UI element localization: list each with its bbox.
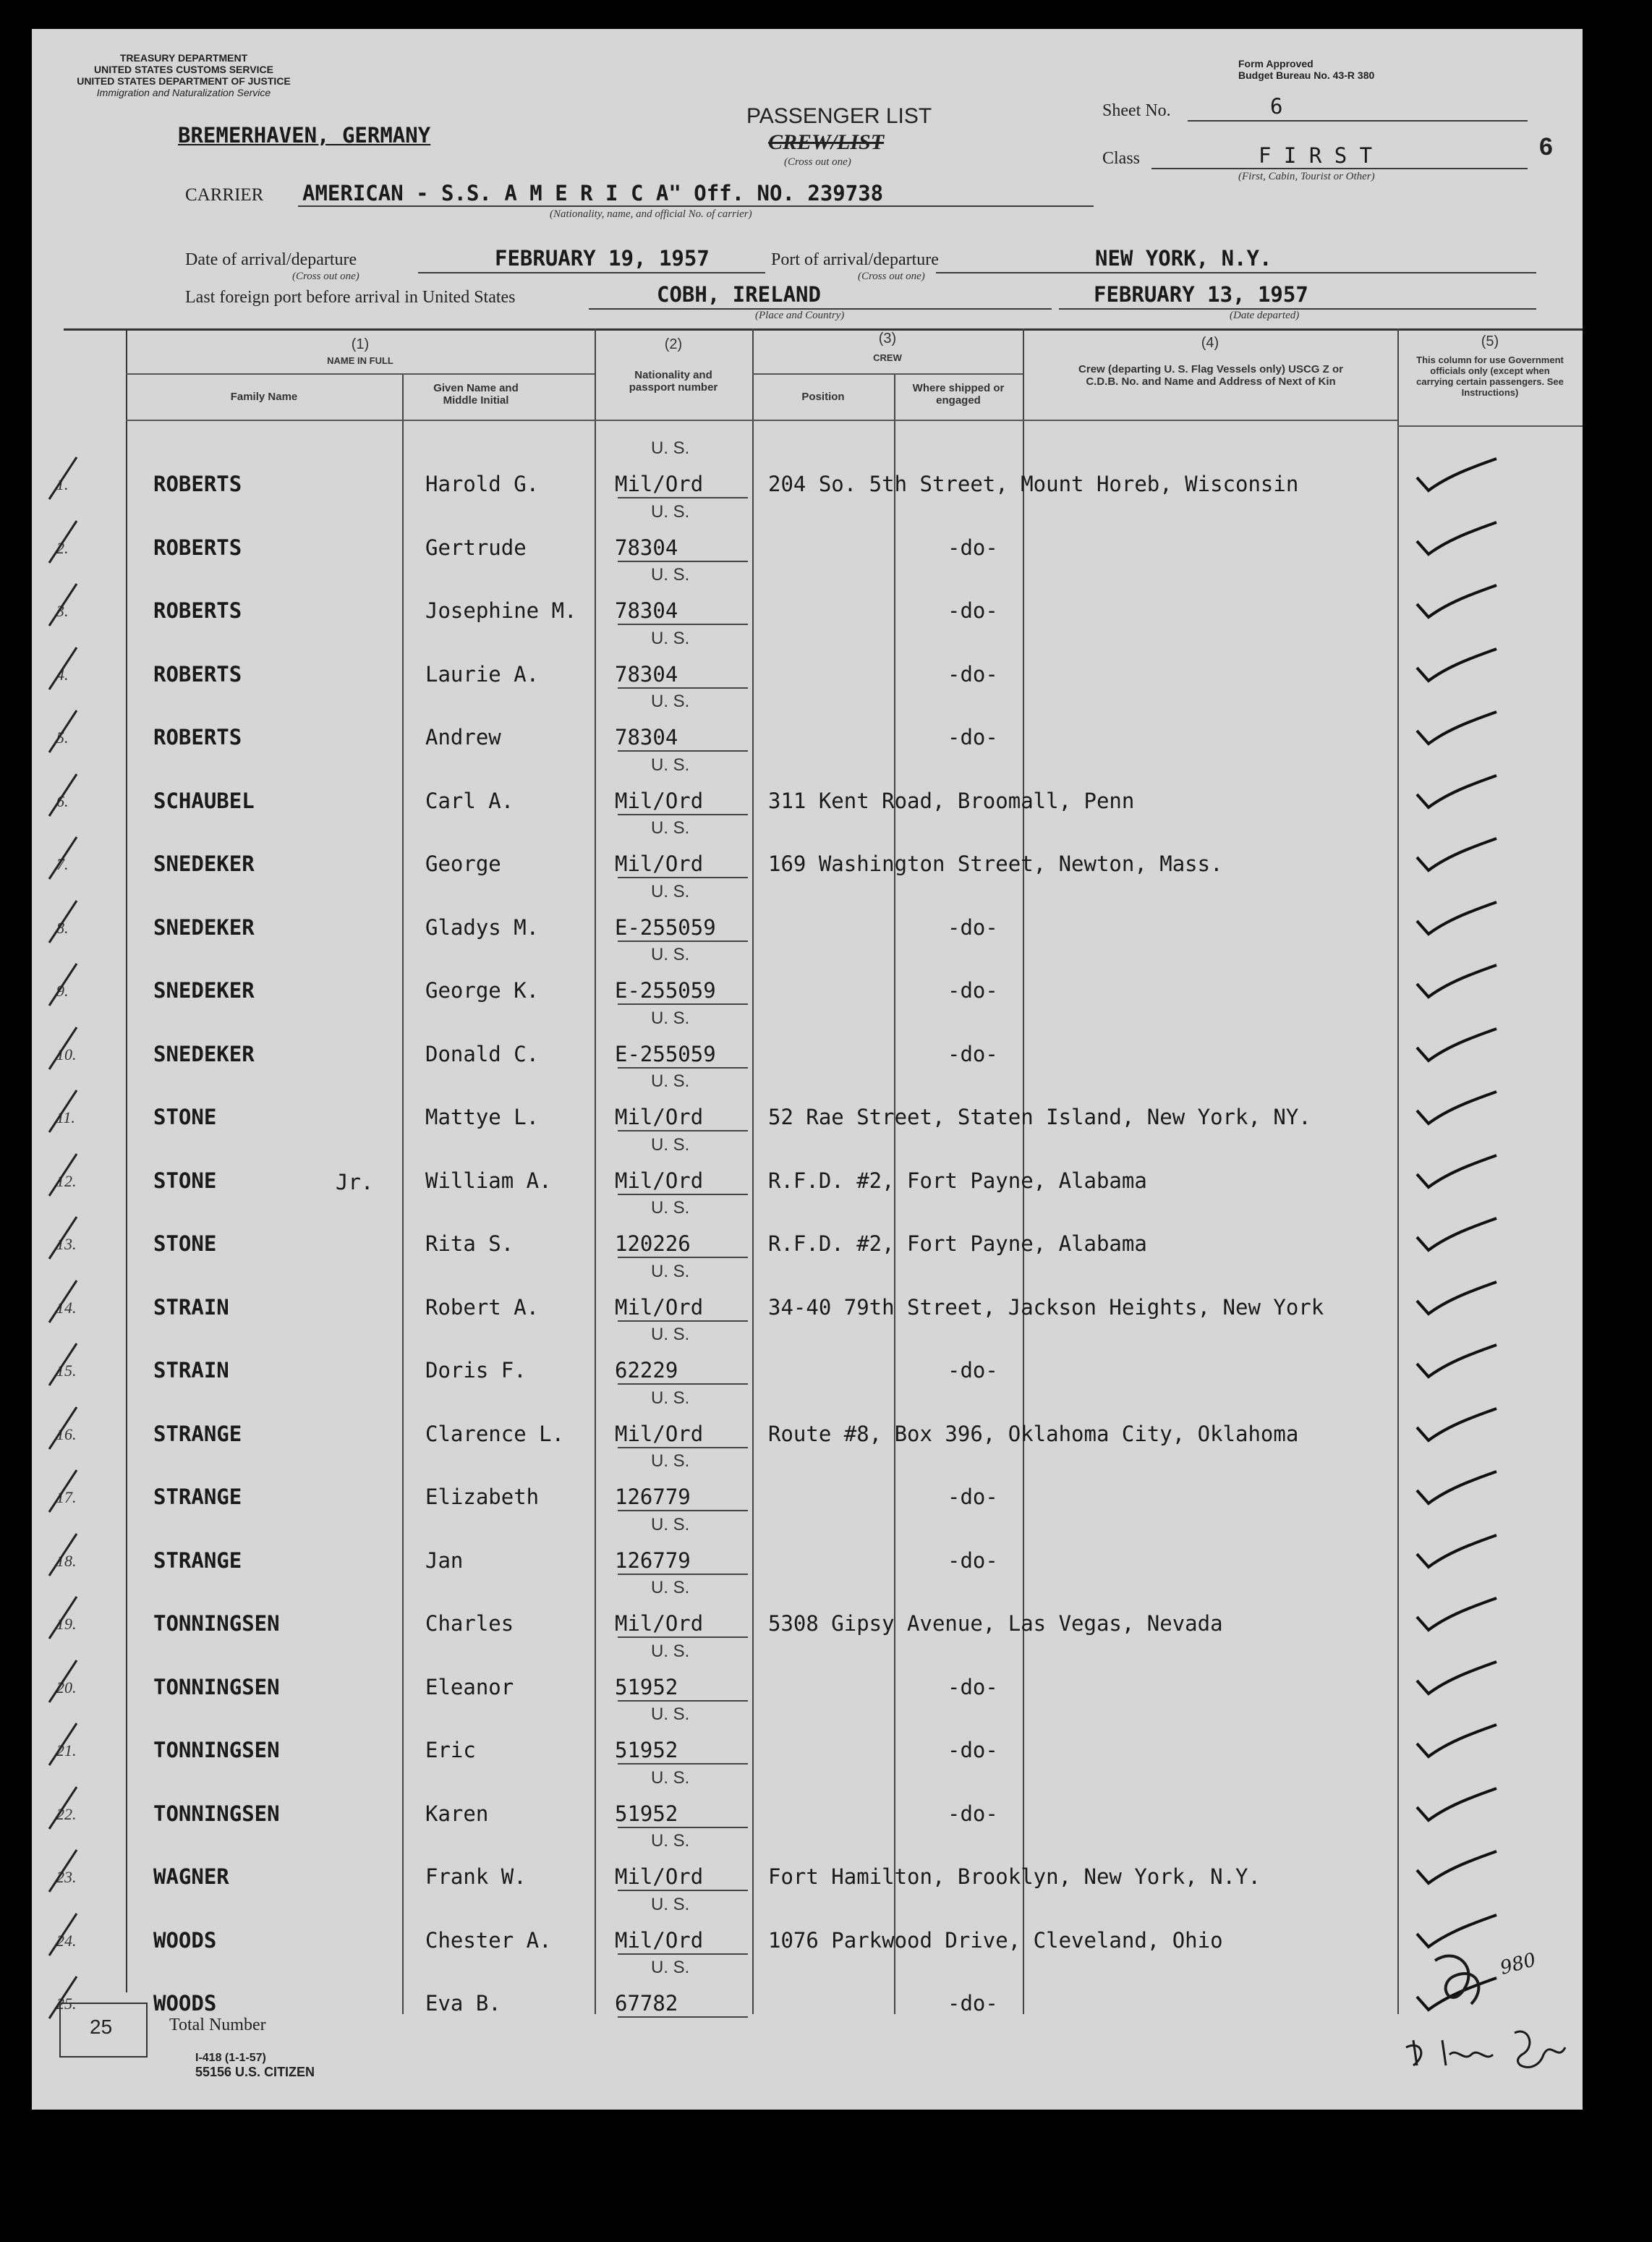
tally-mark bbox=[45, 898, 88, 948]
nationality-passport: Mil/Ord bbox=[615, 1611, 704, 1636]
row-number: 13. bbox=[56, 1235, 77, 1253]
form-approved: Form Approved bbox=[1238, 58, 1313, 69]
ditto-mark: -do- bbox=[948, 1041, 998, 1066]
last-port-label: Last foreign port before arrival in United States bbox=[185, 288, 516, 307]
family-name: SNEDEKER bbox=[153, 852, 255, 876]
row-number: 12. bbox=[56, 1171, 77, 1190]
row-number: 1. bbox=[56, 475, 69, 493]
address: 311 Kent Road, Broomall, Penn bbox=[768, 788, 1135, 813]
row-number: 10. bbox=[56, 1045, 77, 1063]
given-name: Karen bbox=[425, 1801, 489, 1826]
given-name: Rita S. bbox=[425, 1231, 514, 1256]
tally-mark bbox=[45, 1720, 88, 1771]
nationality-us: U. S. bbox=[651, 1134, 690, 1155]
nationality-us: U. S. bbox=[651, 945, 690, 964]
address: Fort Hamilton, Brooklyn, New York, N.Y. bbox=[768, 1864, 1261, 1889]
given-name: Laurie A. bbox=[425, 661, 540, 687]
nationality-us: U. S. bbox=[651, 1578, 690, 1597]
given-name: Charles bbox=[425, 1611, 514, 1636]
nationality-us: U. S. bbox=[651, 1767, 690, 1788]
row-number: 15. bbox=[56, 1362, 77, 1380]
family-name: STONE bbox=[153, 1231, 217, 1256]
col-nationality: Nationality and passport number bbox=[629, 369, 718, 394]
given-name: Harold G. bbox=[425, 472, 540, 496]
nationality-us: U. S. bbox=[651, 1325, 690, 1344]
nationality-us: U. S. bbox=[651, 1388, 690, 1408]
check-mark bbox=[1410, 1652, 1518, 1702]
family-name: WAGNER bbox=[153, 1864, 229, 1889]
passenger-list-form bbox=[32, 29, 1583, 2110]
family-name: STRANGE bbox=[153, 1547, 242, 1573]
nationality-passport: E-255059 bbox=[615, 978, 716, 1003]
nationality-passport: Mil/Ord bbox=[615, 852, 704, 876]
col1-number: (1) bbox=[351, 336, 370, 352]
given-name: Mattye L. bbox=[425, 1105, 540, 1129]
family-name: STONE bbox=[153, 1168, 217, 1193]
row-number: 24. bbox=[56, 1931, 77, 1950]
family-name: STRANGE bbox=[153, 1485, 242, 1509]
check-mark bbox=[1410, 828, 1518, 879]
nationality-us: U. S. bbox=[651, 881, 690, 901]
family-name: WOODS bbox=[153, 1927, 217, 1953]
nationality-us: U. S. bbox=[651, 1831, 690, 1851]
table-row bbox=[32, 692, 1583, 755]
given-name: Donald C. bbox=[425, 1041, 540, 1066]
check-mark bbox=[1410, 702, 1518, 752]
carrier-label: CARRIER bbox=[185, 185, 264, 205]
check-mark bbox=[1410, 1335, 1518, 1385]
ditto-mark: -do- bbox=[948, 978, 998, 1003]
table-row bbox=[32, 1958, 1583, 2021]
given-name: Frank W. bbox=[425, 1864, 527, 1889]
ditto-mark: -do- bbox=[948, 598, 998, 623]
check-mark bbox=[1410, 1461, 1518, 1512]
row-number: 4. bbox=[56, 665, 69, 684]
nationality-passport: Mil/Ord bbox=[615, 1927, 704, 1953]
nationality-passport: 78304 bbox=[615, 661, 678, 687]
given-name: Eleanor bbox=[425, 1674, 514, 1699]
table-row bbox=[32, 502, 1583, 566]
given-name: George bbox=[425, 852, 501, 876]
nationality-passport: 51952 bbox=[615, 1674, 678, 1699]
family-name: STRANGE bbox=[153, 1421, 242, 1446]
total-value: 25 bbox=[90, 2016, 113, 2038]
row-number: 23. bbox=[56, 1868, 77, 1886]
tally-mark bbox=[45, 1214, 88, 1265]
row-number: 22. bbox=[56, 1804, 77, 1823]
family-name: TONNINGSEN bbox=[153, 1738, 280, 1762]
table-row bbox=[32, 1135, 1583, 1199]
row-number: 5. bbox=[56, 729, 69, 747]
row-number: 19. bbox=[56, 1615, 77, 1633]
family-name: TONNINGSEN bbox=[153, 1674, 280, 1699]
table-row bbox=[32, 1831, 1583, 1895]
nationality-us: U. S. bbox=[651, 1641, 690, 1661]
row-number: 8. bbox=[56, 918, 69, 937]
tally-mark bbox=[45, 518, 88, 569]
address: Route #8, Box 396, Oklahoma City, Oklahoma bbox=[768, 1421, 1299, 1446]
table-row bbox=[32, 945, 1583, 1009]
table-row bbox=[32, 1198, 1583, 1262]
tally-mark bbox=[45, 771, 88, 822]
nationality-us: U. S. bbox=[651, 1958, 690, 1977]
tally-mark bbox=[45, 1594, 88, 1644]
nationality-passport: 51952 bbox=[615, 1801, 678, 1826]
check-mark bbox=[1410, 1778, 1518, 1829]
table-row bbox=[32, 1515, 1583, 1579]
address: 169 Washington Street, Newton, Mass. bbox=[768, 852, 1223, 876]
check-mark bbox=[1410, 1398, 1518, 1449]
arrival-value: FEBRUARY 19, 1957 bbox=[495, 246, 710, 271]
budget-bureau: Budget Bureau No. 43-R 380 bbox=[1238, 69, 1375, 81]
tally-mark bbox=[45, 1278, 88, 1328]
tally-mark bbox=[45, 1847, 88, 1898]
table-row bbox=[32, 1388, 1583, 1452]
given-name: Gertrude bbox=[425, 535, 527, 560]
check-mark bbox=[1410, 1019, 1518, 1069]
table-row bbox=[32, 1071, 1583, 1135]
family-name: STRAIN bbox=[153, 1358, 229, 1383]
check-mark bbox=[1410, 639, 1518, 689]
given-name: George K. bbox=[425, 978, 540, 1003]
col-given-name: Given Name and Middle Initial bbox=[433, 382, 519, 407]
tally-mark bbox=[45, 1024, 88, 1075]
nationality-passport: 62229 bbox=[615, 1358, 678, 1383]
nationality-us: U. S. bbox=[651, 438, 690, 458]
row-number: 14. bbox=[56, 1298, 77, 1317]
check-mark bbox=[1410, 1208, 1518, 1259]
name-suffix: Jr. bbox=[336, 1169, 374, 1194]
nationality-us: U. S. bbox=[651, 1704, 690, 1724]
nationality-passport: E-255059 bbox=[615, 914, 716, 940]
nationality-passport: 78304 bbox=[615, 535, 678, 560]
agency-line: UNITED STATES CUSTOMS SERVICE bbox=[94, 64, 273, 75]
ditto-mark: -do- bbox=[948, 1485, 998, 1509]
nationality-passport: Mil/Ord bbox=[615, 1168, 704, 1193]
given-name: Elizabeth bbox=[425, 1485, 540, 1509]
table-row bbox=[32, 882, 1583, 946]
agency-line: Immigration and Naturalization Service bbox=[96, 87, 271, 98]
row-number: 3. bbox=[56, 602, 69, 620]
check-mark bbox=[1410, 1272, 1518, 1322]
nationality-us: U. S. bbox=[651, 1008, 690, 1028]
nationality-passport: 78304 bbox=[615, 725, 678, 750]
nationality-us: U. S. bbox=[651, 1514, 690, 1534]
given-name: Eva B. bbox=[425, 1991, 501, 2016]
port-of-departure: BREMERHAVEN, GERMANY bbox=[178, 123, 431, 148]
table-row bbox=[32, 1578, 1583, 1642]
port-label: Port of arrival/departure bbox=[771, 250, 939, 269]
table-row bbox=[32, 1451, 1583, 1515]
nationality-us: U. S. bbox=[651, 1894, 690, 1914]
address: R.F.D. #2, Fort Payne, Alabama bbox=[768, 1231, 1147, 1256]
tally-mark bbox=[45, 961, 88, 1011]
table-row bbox=[32, 1895, 1583, 1958]
table-row bbox=[32, 629, 1583, 692]
ditto-mark: -do- bbox=[948, 914, 998, 940]
tally-mark bbox=[45, 645, 88, 695]
tally-mark bbox=[45, 1404, 88, 1455]
nationality-us: U. S. bbox=[651, 1261, 690, 1281]
row-number: 6. bbox=[56, 791, 69, 810]
total-label: Total Number bbox=[169, 2016, 266, 2034]
nationality-us: U. S. bbox=[651, 628, 690, 648]
row-number: 18. bbox=[56, 1551, 77, 1570]
margin-number: 6 bbox=[1539, 133, 1553, 161]
ditto-mark: -do- bbox=[948, 1801, 998, 1826]
col5-number: (5) bbox=[1481, 334, 1499, 349]
col2-number: (2) bbox=[664, 336, 683, 352]
last-port-value: COBH, IRELAND bbox=[657, 282, 821, 307]
family-name: ROBERTS bbox=[153, 472, 242, 496]
row-number: 17. bbox=[56, 1488, 77, 1506]
check-mark bbox=[1410, 1145, 1518, 1196]
sheet-number: 6 bbox=[1270, 94, 1283, 119]
agency-block bbox=[75, 52, 292, 98]
family-name: ROBERTS bbox=[153, 725, 242, 750]
nationality-us: U. S. bbox=[651, 1198, 690, 1218]
family-name: SNEDEKER bbox=[153, 914, 255, 940]
check-mark bbox=[1410, 575, 1518, 626]
nationality-us: U. S. bbox=[651, 1451, 690, 1471]
col-family-name: Family Name bbox=[230, 391, 298, 403]
ditto-mark: -do- bbox=[948, 1991, 998, 2016]
date-departed-caption: (Date departed) bbox=[1230, 310, 1300, 321]
tally-mark bbox=[45, 1531, 88, 1581]
family-name: TONNINGSEN bbox=[153, 1611, 280, 1636]
row-number: 2. bbox=[56, 538, 69, 557]
row-number: 16. bbox=[56, 1424, 77, 1443]
given-name: William A. bbox=[425, 1168, 552, 1193]
carrier-value: AMERICAN - S.S. A M E R I C A" Off. NO. 239738 bbox=[302, 181, 884, 205]
col-government-use: This column for use Government officials only (except when carrying certain passengers. See Instructions) bbox=[1416, 354, 1564, 398]
table-row bbox=[32, 1325, 1583, 1388]
given-name: Doris F. bbox=[425, 1358, 527, 1383]
table-row bbox=[32, 438, 1583, 502]
nationality-us: U. S. bbox=[651, 565, 690, 585]
row-number: 11. bbox=[56, 1108, 75, 1126]
nationality-passport: 78304 bbox=[615, 598, 678, 623]
given-name: Robert A. bbox=[425, 1294, 540, 1320]
agency-line: TREASURY DEPARTMENT bbox=[119, 52, 248, 64]
check-mark bbox=[1410, 512, 1518, 563]
ditto-mark: -do- bbox=[948, 1738, 998, 1762]
family-name: ROBERTS bbox=[153, 661, 242, 687]
col-where-shipped: Where shipped or engaged bbox=[912, 382, 1005, 407]
class-value: F I R S T bbox=[1259, 143, 1373, 168]
check-mark bbox=[1410, 765, 1518, 816]
nationality-passport: Mil/Ord bbox=[615, 788, 704, 813]
tally-mark bbox=[45, 1151, 88, 1202]
carrier-caption: (Nationality, name, and official No. of carrier) bbox=[550, 208, 752, 220]
arrival-label: Date of arrival/departure bbox=[185, 250, 357, 269]
tally-mark bbox=[45, 581, 88, 632]
nationality-passport: Mil/Ord bbox=[615, 1294, 704, 1320]
table-row bbox=[32, 1009, 1583, 1072]
nationality-us: U. S. bbox=[651, 692, 690, 711]
family-name: ROBERTS bbox=[153, 598, 242, 623]
family-name: SNEDEKER bbox=[153, 978, 255, 1003]
check-mark bbox=[1410, 1588, 1518, 1639]
agency-line: UNITED STATES DEPARTMENT OF JUSTICE bbox=[77, 75, 291, 87]
arrival-caption: (Cross out one) bbox=[292, 271, 359, 282]
tally-mark bbox=[45, 1341, 88, 1391]
table-row bbox=[32, 1642, 1583, 1705]
table-row bbox=[32, 818, 1583, 882]
table-row bbox=[32, 565, 1583, 629]
title-crossout: CREW/LIST bbox=[768, 130, 885, 154]
ditto-mark: -do- bbox=[948, 1674, 998, 1699]
given-name: Jan bbox=[425, 1547, 464, 1573]
nationality-us: U. S. bbox=[651, 501, 690, 522]
family-name: STRAIN bbox=[153, 1294, 229, 1320]
ditto-mark: -do- bbox=[948, 661, 998, 687]
check-mark bbox=[1410, 955, 1518, 1006]
nationality-passport: 126779 bbox=[615, 1485, 691, 1509]
col-position: Position bbox=[801, 391, 845, 403]
tally-mark bbox=[45, 1467, 88, 1518]
ditto-mark: -do- bbox=[948, 1547, 998, 1573]
row-number: 9. bbox=[56, 982, 69, 1000]
address: 5308 Gipsy Avenue, Las Vegas, Nevada bbox=[768, 1611, 1223, 1636]
citizen-note: 55156 U.S. CITIZEN bbox=[195, 2065, 315, 2079]
nationality-passport: Mil/Ord bbox=[615, 472, 704, 496]
tally-mark bbox=[45, 1657, 88, 1708]
nationality-passport: E-255059 bbox=[615, 1041, 716, 1066]
given-name: Carl A. bbox=[425, 788, 514, 813]
col4-number: (4) bbox=[1201, 335, 1219, 351]
nationality-passport: 51952 bbox=[615, 1738, 678, 1762]
nationality-us: U. S. bbox=[651, 1071, 690, 1091]
tally-mark bbox=[45, 454, 88, 505]
port-caption: (Cross out one) bbox=[858, 271, 925, 282]
address: 1076 Parkwood Drive, Cleveland, Ohio bbox=[768, 1927, 1223, 1953]
row-number: 25. bbox=[56, 1995, 77, 2013]
given-name: Josephine M. bbox=[425, 598, 577, 623]
nationality-passport: Mil/Ord bbox=[615, 1864, 704, 1889]
ditto-mark: -do- bbox=[948, 725, 998, 750]
row-number: 20. bbox=[56, 1678, 77, 1697]
table-row bbox=[32, 755, 1583, 819]
tally-mark bbox=[45, 1087, 88, 1138]
family-name: SCHAUBEL bbox=[153, 788, 255, 813]
col3-number: (3) bbox=[878, 331, 897, 347]
family-name: ROBERTS bbox=[153, 535, 242, 560]
row-number: 21. bbox=[56, 1741, 77, 1759]
tally-mark bbox=[45, 708, 88, 758]
nationality-passport: Mil/Ord bbox=[615, 1105, 704, 1129]
family-name: WOODS bbox=[153, 1991, 217, 2016]
family-name: SNEDEKER bbox=[153, 1041, 255, 1066]
class-caption: (First, Cabin, Tourist or Other) bbox=[1238, 171, 1375, 182]
col3-title: CREW bbox=[873, 352, 902, 363]
last-port-caption: (Place and Country) bbox=[755, 310, 845, 321]
nationality-us: U. S. bbox=[651, 818, 690, 838]
check-mark bbox=[1410, 892, 1518, 943]
tally-mark bbox=[45, 1911, 88, 1961]
given-name: Gladys M. bbox=[425, 914, 540, 940]
table-row bbox=[32, 1704, 1583, 1768]
table-row bbox=[32, 1262, 1583, 1325]
given-name: Andrew bbox=[425, 725, 501, 750]
nationality-passport: 126779 bbox=[615, 1547, 691, 1573]
ditto-mark: -do- bbox=[948, 1358, 998, 1383]
col-crew-info: Crew (departing U. S. Flag Vessels only) USCG Z or C.D.B. No. and Name and Address of Next of Kin bbox=[1078, 363, 1343, 388]
class-label: Class bbox=[1102, 149, 1141, 168]
date-departed-value: FEBRUARY 13, 1957 bbox=[1094, 282, 1308, 307]
nationality-passport: Mil/Ord bbox=[615, 1421, 704, 1446]
nationality-passport: 120226 bbox=[615, 1231, 691, 1256]
address: 204 So. 5th Street, Mount Horeb, Wisconsin bbox=[768, 472, 1299, 496]
address: 52 Rae Street, Staten Island, New York, NY. bbox=[768, 1105, 1311, 1129]
row-number: 7. bbox=[56, 855, 69, 873]
given-name: Clarence L. bbox=[425, 1421, 565, 1446]
nationality-passport: 67782 bbox=[615, 1991, 678, 2016]
sheet-label: Sheet No. bbox=[1102, 101, 1171, 120]
check-mark bbox=[1410, 1841, 1518, 1892]
family-name: STONE bbox=[153, 1105, 217, 1129]
tally-mark bbox=[45, 1784, 88, 1835]
given-name: Chester A. bbox=[425, 1927, 552, 1953]
ditto-mark: -do- bbox=[948, 535, 998, 560]
family-name: TONNINGSEN bbox=[153, 1801, 280, 1826]
col1-title: NAME IN FULL bbox=[327, 355, 393, 366]
tally-mark bbox=[45, 834, 88, 885]
form-number: I-418 (1-1-57) bbox=[195, 2052, 266, 2064]
check-mark bbox=[1410, 449, 1518, 499]
check-mark bbox=[1410, 1525, 1518, 1576]
given-name: Eric bbox=[425, 1738, 476, 1762]
title-crossout-caption: (Cross out one) bbox=[784, 156, 851, 168]
address: 34-40 79th Street, Jackson Heights, New York bbox=[768, 1294, 1324, 1320]
port-value: NEW YORK, N.Y. bbox=[1095, 246, 1272, 271]
handwritten-number: 980 bbox=[1497, 1949, 1538, 1979]
nationality-us: U. S. bbox=[651, 755, 690, 775]
page-title: PASSENGER LIST bbox=[746, 104, 932, 128]
address: R.F.D. #2, Fort Payne, Alabama bbox=[768, 1168, 1147, 1193]
check-mark bbox=[1410, 1082, 1518, 1132]
table-row bbox=[32, 1768, 1583, 1832]
check-mark bbox=[1410, 1715, 1518, 1765]
